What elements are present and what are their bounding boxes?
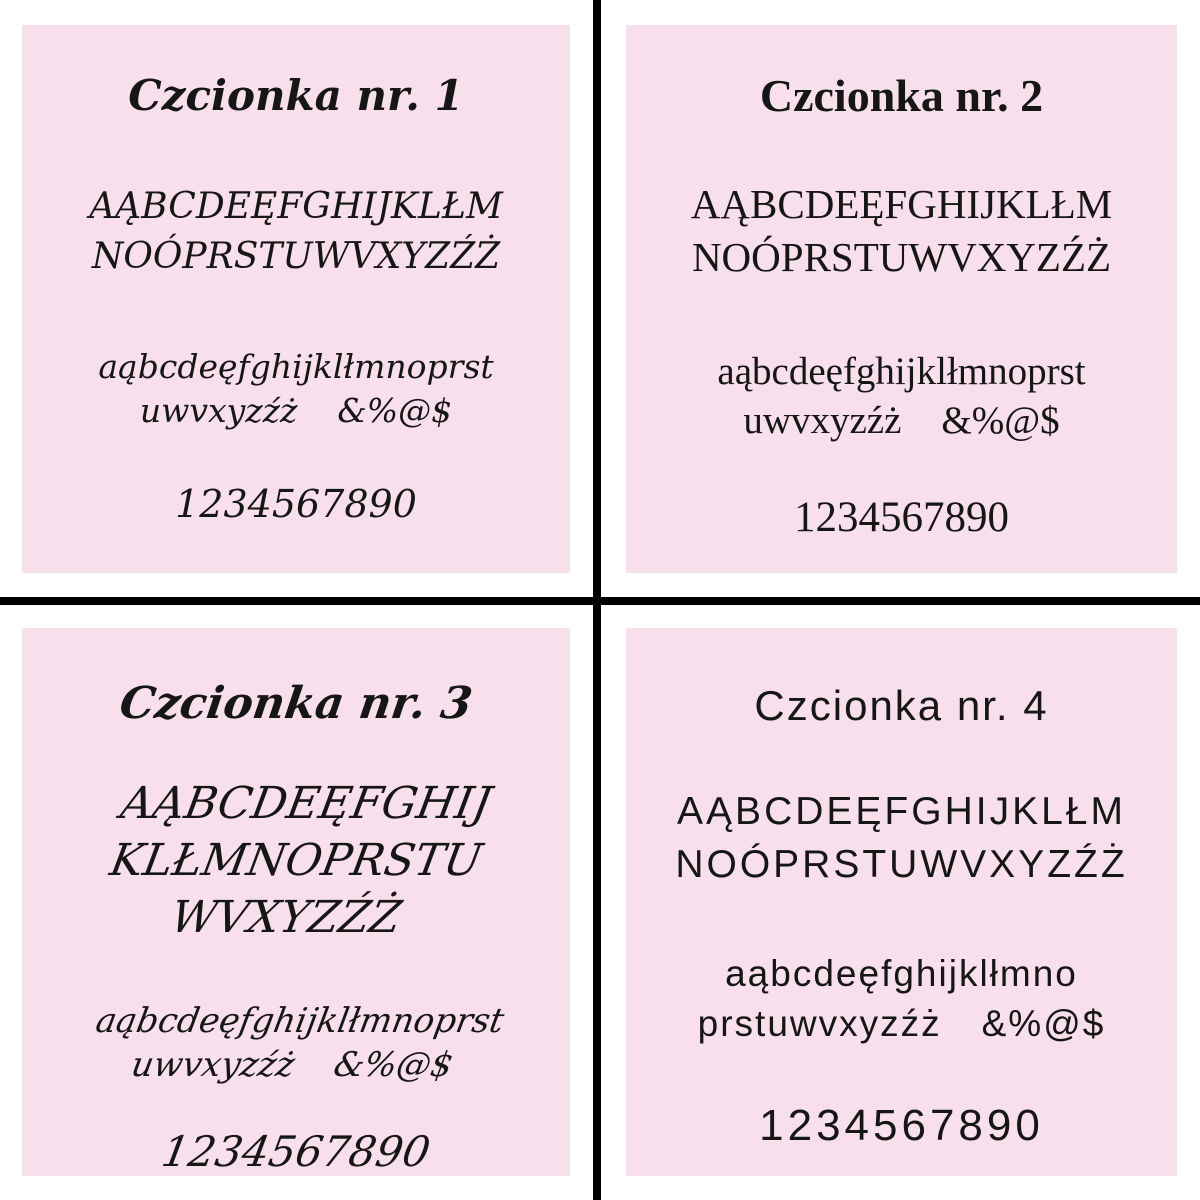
font-specimen-panel-1 (22, 25, 570, 573)
lowercase-line: aąbcdeęfghijklłmnoprst (717, 349, 1086, 393)
panel-3-title: Czcionka nr. 3 (116, 678, 476, 729)
font-specimen-panel-2 (626, 25, 1177, 573)
uppercase-line: NOÓPRSTUWVXYZŹŻ (691, 234, 1112, 281)
font-specimen-panel-4 (626, 628, 1177, 1176)
panel-1-title: Czcionka nr. 1 (128, 71, 464, 120)
panel-4-uppercase (626, 786, 1177, 891)
lowercase-line: aąbcdeęfghijklłmno (725, 953, 1078, 995)
uppercase-line: KLŁMNOPRSTU (106, 835, 486, 887)
panel-3-digits: 1234567890 (158, 1126, 434, 1176)
panel-2-lowercase (626, 347, 1177, 445)
lowercase-line: uwvxyzźż &%@$ (22, 389, 570, 433)
panel-2-uppercase (626, 178, 1177, 285)
panel-3-lowercase (22, 999, 570, 1087)
font-specimen-panel-3 (22, 628, 570, 1176)
uppercase-line: AĄBCDEĘFGHIJ (117, 778, 496, 829)
lowercase-line: aąbcdeęfghijklłmnoprst (98, 347, 494, 387)
panel-4-lowercase (626, 949, 1177, 1049)
symbols: &%@$ (981, 1003, 1106, 1045)
panel-3-uppercase (22, 775, 570, 947)
lowercase-line: uwvxyzźż &%@$ (626, 396, 1177, 445)
grid-divider-horizontal (0, 597, 1200, 605)
panel-2-digits: 1234567890 (794, 493, 1009, 541)
uppercase-line: NOÓPRSTUWVXYZŹŻ (91, 235, 501, 277)
lowercase-line: aąbcdeęfghijklłmnoprst (92, 1000, 508, 1041)
uppercase-line: AĄBCDEĘFGHIJKLŁM (89, 186, 503, 227)
symbols: &%@$ (330, 1044, 456, 1085)
uppercase-line: NOÓPRSTUWVXYZŹŻ (675, 842, 1128, 886)
lowercase-line: uwvxyzźż &%@$ (22, 1043, 570, 1087)
panel-1-digits: 1234567890 (175, 482, 417, 527)
panel-2-title: Czcionka nr. 2 (759, 70, 1044, 121)
uppercase-line: AĄBCDEĘFGHIJKLŁM (677, 790, 1126, 833)
panel-1-uppercase (22, 182, 570, 281)
panel-4-title: Czcionka nr. 4 (754, 682, 1049, 729)
symbols: &%@$ (941, 398, 1060, 442)
lowercase-line: prstuwvxyzźż &%@$ (626, 999, 1177, 1049)
symbols: &%@$ (337, 390, 453, 430)
uppercase-line: AĄBCDEĘFGHIJKLŁM (690, 181, 1113, 227)
panel-4-digits: 1234567890 (759, 1101, 1044, 1151)
panel-1-lowercase (22, 345, 570, 432)
uppercase-line: WVXYZŹŻ (166, 892, 405, 944)
